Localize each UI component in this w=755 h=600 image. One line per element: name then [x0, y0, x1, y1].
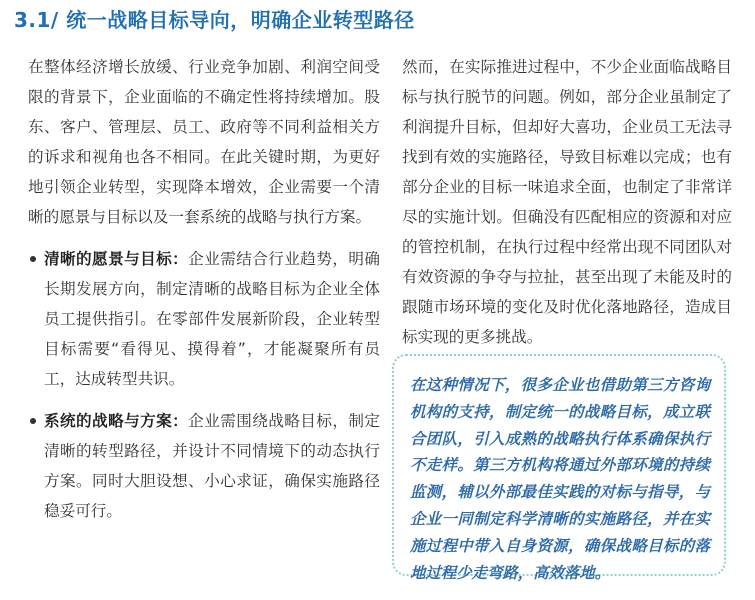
- right-body-paragraph: 然而，在实际推进过程中，不少企业面临战略目标与执行脱节的问题。例如，部分企业虽制定了利润提升目标，但却好大喜功，企业员工无法寻找到有效的实施路径，导致目标难以完成；也有部分企业的目标一味追求全面，也制定了非常详尽的实施计划。但确没有匹配相应的资源和对应的管控机制，在执行过程中经常出现不同团队对有效资源的争夺与拉扯，甚至出现了未能及时的跟随市场环境的变化及时优化落地路径，造成目标实现的更多挑战。: [402, 58, 732, 346]
- bullet-vision-goals: [28, 244, 380, 394]
- bullet-label: 系统的战略与方案：: [44, 412, 189, 430]
- bullet-dot-icon: [30, 256, 36, 262]
- bullet-strategy-plan: [28, 406, 380, 526]
- bullet-text: 企业需结合行业趋势，明确长期发展方向，制定清晰的战略目标为企业全体员工提供指引。在零部件发展新阶段，企业转型目标需要“看得见、摸得着”，才能凝聚所有员工，达成转型共识。: [44, 250, 380, 388]
- bullet-text: 企业需围绕战略目标，制定清晰的转型路径，并设计不同情境下的动态执行方案。同时大胆设想、小心求证，确保实施路径稳妥可行。: [44, 412, 380, 520]
- section-title: 3.1/ 统一战略目标导向，明确企业转型路径: [14, 8, 415, 32]
- callout-box: [392, 354, 726, 582]
- callout-text: 在这种情况下，很多企业也借助第三方咨询机构的支持，制定统一的战略目标，成立联合团队，引入成熟的战略执行体系确保执行不走样。第三方机构将通过外部环境的持续监测，辅以外部最佳实践的对标与指导，与企业一同制定科学清晰的实施路径，并在实施过程中带入自身资源，确保战略目标的落地过程少走弯路，高效落地。: [410, 376, 710, 582]
- intro-paragraph: 在整体经济增长放缓、行业竞争加剧、利润空间受限的背景下，企业面临的不确定性将持续增加。股东、客户、管理层、员工、政府等不同利益相关方的诉求和视角也各不相同。在此关键时期，为更好地引领企业转型，实现降本增效，企业需要一个清晰的愿景与目标以及一套系统的战略与执行方案。: [28, 58, 380, 226]
- right-column: [402, 52, 732, 352]
- left-column: [28, 52, 380, 526]
- bullet-dot-icon: [30, 418, 36, 424]
- bullet-label: 清晰的愿景与目标：: [44, 250, 189, 268]
